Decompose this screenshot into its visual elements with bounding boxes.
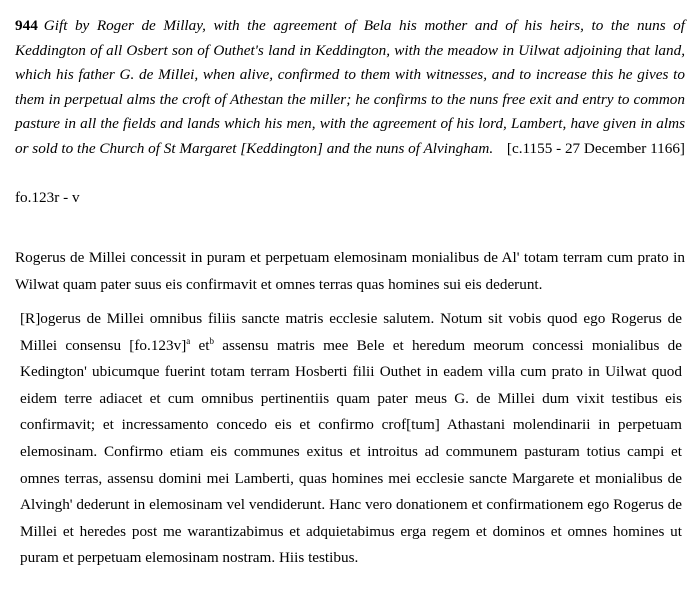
entry-number: 944 [15, 17, 38, 34]
folio-reference: fo.123r - v [15, 189, 80, 206]
entry-summary: Gift by Roger de Millay, with the agreement of Bela his mother and of his heirs, to the nuns of Keddington of all Osbert son of Outhet's land in Keddington, with the meadow in Uilwat adjoining that land, which his father G. de Millei, when alive, confirmed to them with witnesses, and to increase this he gives to them in perpetual alms the croft of Athestan the miller; he confirms to the nuns free exit and entry to common pasture in all the fields and lands which his men, with the agreement of his lord, Lambert, have given in alms or sold to the Church of St Margaret [Keddington] and the nuns of Alvingham. [15, 17, 685, 157]
charter-text-part3: assensu matris mee Bele et heredum meorum concessi monialibus de Kedington' ubicumque fuerint totam terram Hosberti filii Outhet in eadem villa cum prato in Uilwat quod eidem terre adiacet et cum omnibus pertinentiis quam pater meus G. de Millei dum vixit testibus eis confirmavit; et incressamento concedo eis et confirmo crof[tum] Athastani molendinarii in perpetuam elemosinam. Confirmo etiam eis communes exitus et introitus ad communem pasturam totius campi et omnes terras, assensu domini mei Lamberti, quas homines mei ecclesie sancte Margarete et monialibus de Alvingh' dederunt in elemosinam vel vendiderunt. Hanc vero donationem et confirmationem ego Rogerus de Millei et heredes post me warantizabimus et adquietabimus erga regem et dominos et omnes homines ut puram et perpetuam elemosinam nostram. Hiis testibus. [20, 336, 682, 567]
charter-text [20, 306, 682, 572]
dorse-note: Rogerus de Millei concessit in puram et perpetuam elemosinam monialibus de Al' totam terram cum prato in Wilwat quam pater suus eis confirmavit et omnes terras quas homines sui eis dederunt. [15, 249, 685, 293]
footnote-marker-b: b [209, 335, 214, 346]
footnote-marker-a: a [186, 335, 191, 346]
entry-date: [c.1155 - 27 December 1166] [506, 139, 685, 157]
entry-heading [15, 14, 685, 162]
charter-text-part1: [R]ogerus de Millei omnibus filiis sancte matris ecclesie salutem. Notum sit vobis quod ego Rogerus de Millei consensu [fo.123v] [20, 310, 682, 354]
charter-text-part2: et [190, 336, 210, 354]
